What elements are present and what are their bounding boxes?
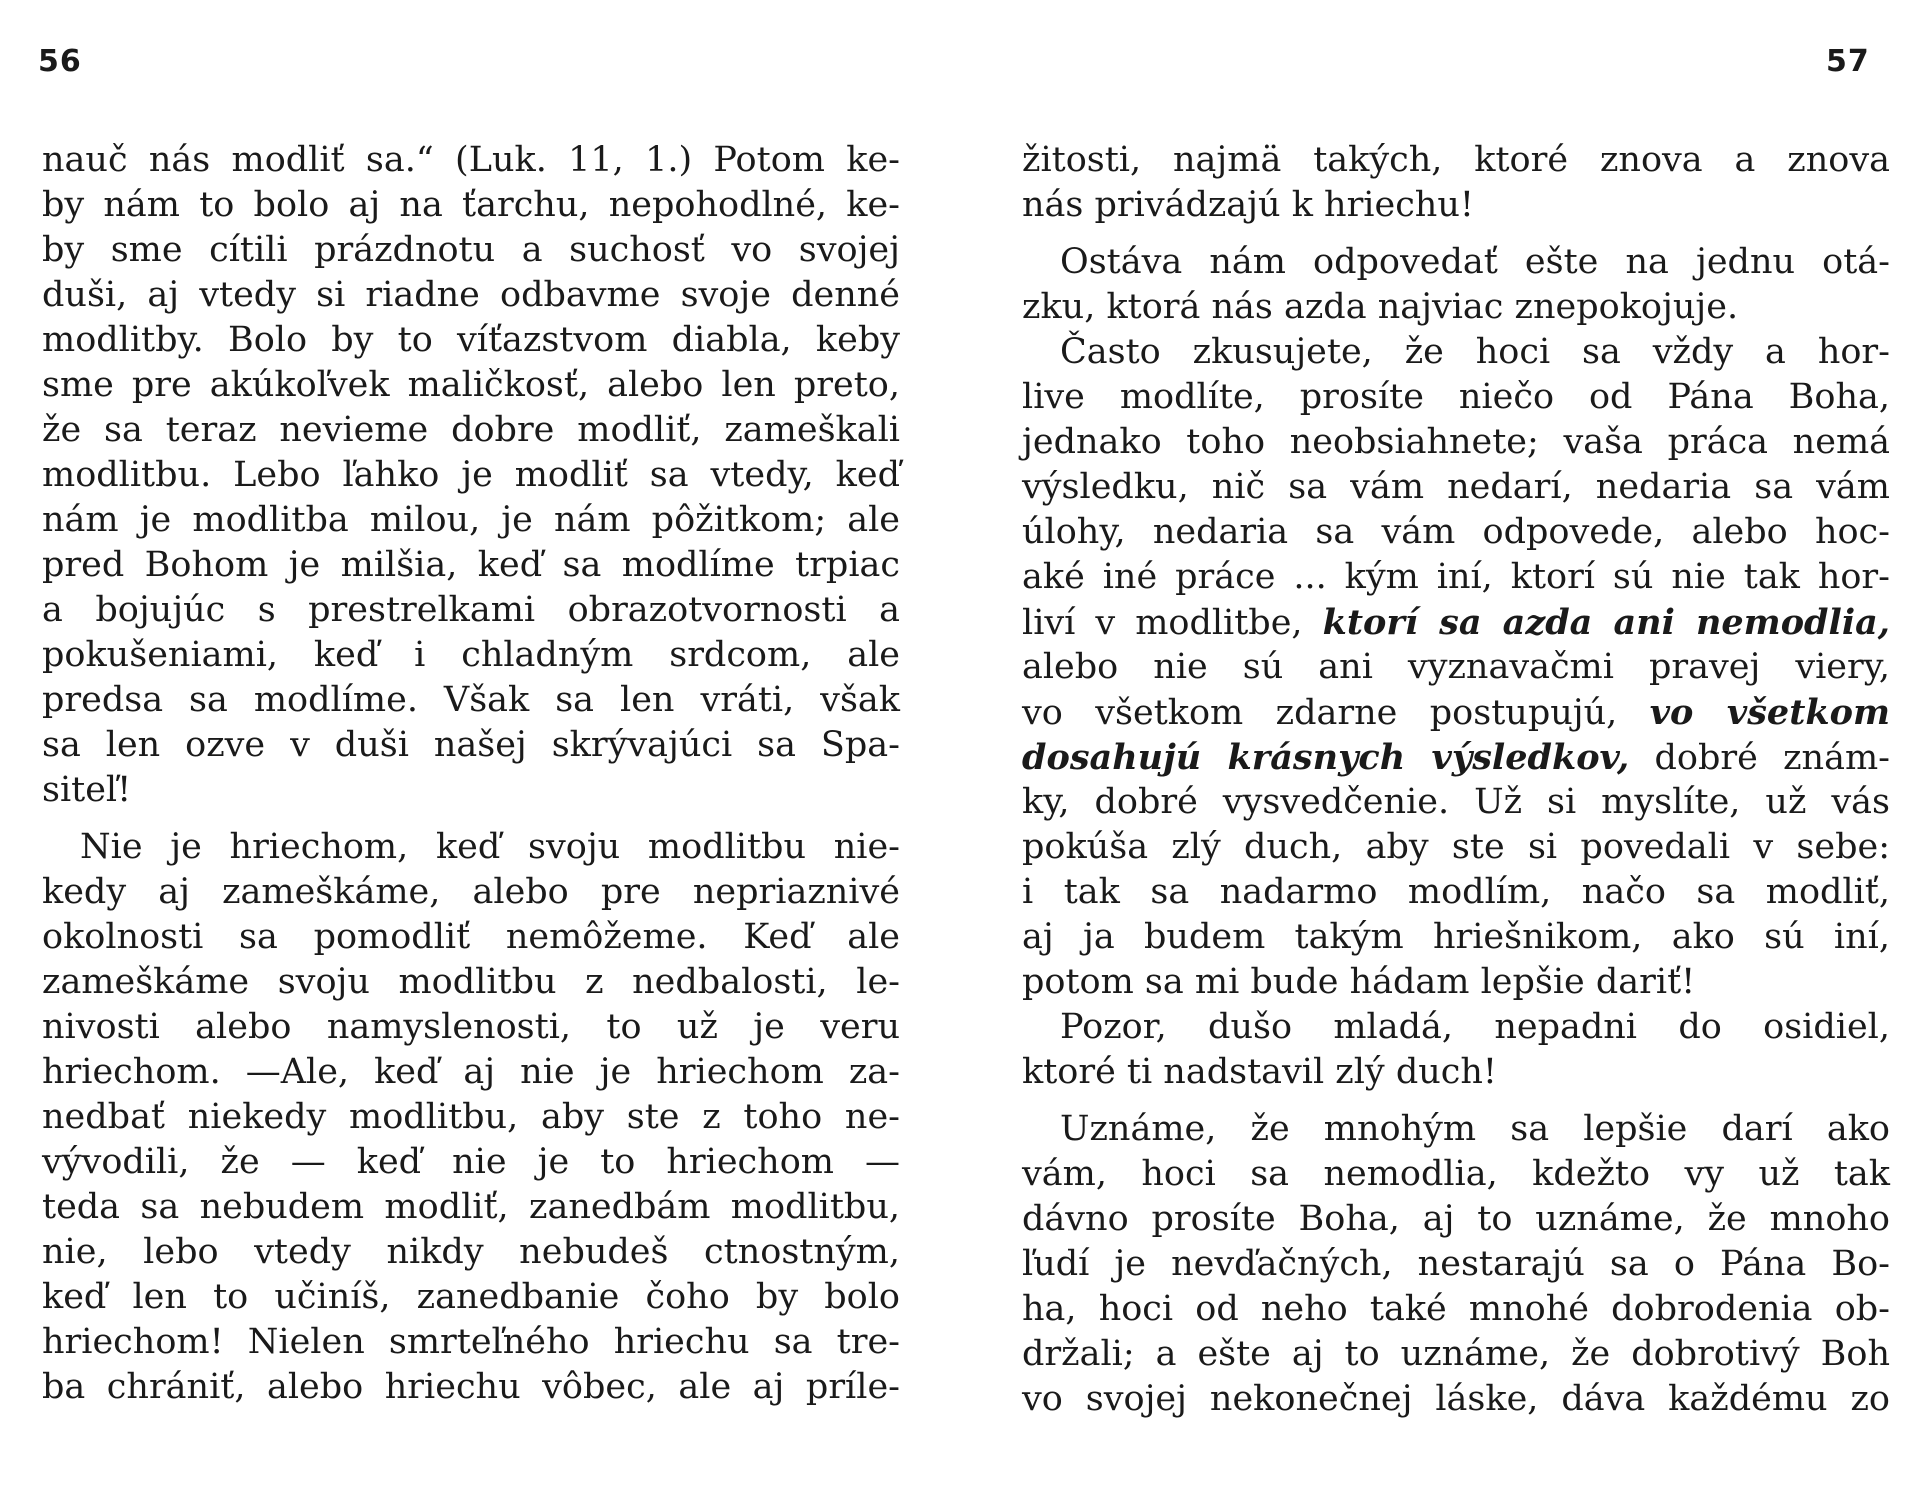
line-text: duši, aj vtedy si riadne odbavme svoje denné [42, 275, 900, 315]
line-text: ba chrániť, alebo hriechu vôbec, ale aj príle- [42, 1367, 900, 1407]
text-line [42, 273, 900, 318]
left-page-text [42, 138, 900, 1410]
line-text: dávno prosíte Boha, aj to uznáme, že mnoho [1022, 1199, 1890, 1239]
emphasized-text: vo všetkom [1649, 692, 1890, 733]
line-text: úlohy, nedaria sa vám odpovede, alebo hoc- [1022, 512, 1890, 552]
text-line [42, 453, 900, 498]
line-text: dobré znám- [1629, 738, 1890, 778]
text-line [42, 915, 900, 960]
line-text: hriechom. —Ale, keď aj nie je hriechom za- [42, 1052, 900, 1092]
text-line [1022, 1050, 1890, 1095]
text-line [1022, 138, 1890, 183]
line-text: siteľ! [42, 770, 132, 810]
line-text: ktoré ti nadstavil zlý duch! [1022, 1052, 1497, 1092]
text-line [1022, 1107, 1890, 1152]
line-text: pokúša zlý duch, aby ste si povedali v sebe: [1022, 827, 1890, 867]
text-line [42, 318, 900, 363]
text-line [42, 228, 900, 273]
text-line [1022, 330, 1890, 375]
line-text: vo svojej nekonečnej láske, dáva každému zo [1022, 1379, 1890, 1419]
line-text: ha, hoci od neho také mnohé dobrodenia ob- [1022, 1289, 1890, 1329]
line-text: výsledku, nič sa vám nedarí, nedaria sa vám [1022, 467, 1890, 507]
text-line [42, 543, 900, 588]
text-line [42, 678, 900, 723]
text-line [42, 588, 900, 633]
text-line [42, 825, 900, 870]
text-line [1022, 1377, 1890, 1422]
text-line [42, 1275, 900, 1320]
line-text: liví v modlitbe, [1022, 603, 1323, 643]
line-text: hriechom! Nielen smrteľného hriechu sa tre- [42, 1322, 900, 1362]
text-line [1022, 1242, 1890, 1287]
text-line [1022, 960, 1890, 1005]
page-number-right: 57 [1826, 44, 1870, 79]
line-text: by nám to bolo aj na ťarchu, nepohodlné, ke- [42, 185, 900, 225]
text-line [42, 723, 900, 768]
text-line [1022, 1332, 1890, 1377]
text-line [1022, 1287, 1890, 1332]
text-line [1022, 375, 1890, 420]
line-text: live modlíte, prosíte niečo od Pána Boha, [1022, 377, 1890, 417]
right-page-text [1022, 138, 1890, 1422]
line-text: nám je modlitba milou, je nám pôžitkom; ale [42, 500, 900, 540]
line-text: nás privádzajú k hriechu! [1022, 185, 1474, 225]
line-text: a bojujúc s prestrelkami obrazotvornosti a [42, 590, 900, 630]
page-number-left: 56 [38, 44, 82, 79]
text-line [1022, 183, 1890, 228]
text-line [1022, 420, 1890, 465]
line-text: alebo nie sú ani vyznavačmi pravej viery, [1022, 647, 1890, 687]
text-line [1022, 465, 1890, 510]
line-text: zku, ktorá nás azda najviac znepokojuje. [1022, 287, 1739, 327]
text-line [1022, 240, 1890, 285]
line-text: nie, lebo vtedy nikdy nebudeš ctnostným, [42, 1232, 900, 1272]
line-text: vám, hoci sa nemodlia, kdežto vy už tak [1022, 1154, 1890, 1194]
line-text: nivosti alebo namyslenosti, to už je veru [42, 1007, 900, 1047]
line-text: pokušeniami, keď i chladným srdcom, ale [42, 635, 900, 675]
text-line [42, 138, 900, 183]
text-line [1022, 1197, 1890, 1242]
line-text: keď len to učiníš, zanedbanie čoho by bolo [42, 1277, 900, 1317]
text-line [42, 960, 900, 1005]
text-line [42, 1050, 900, 1095]
line-text: ľudí je nevďačných, nestarajú sa o Pána Bo- [1022, 1244, 1890, 1284]
line-text: nauč nás modliť sa.“ (Luk. 11, 1.) Potom ke- [42, 140, 900, 180]
line-text: Ostáva nám odpovedať ešte na jednu otá- [1060, 242, 1890, 282]
text-line [42, 363, 900, 408]
line-text: sme pre akúkoľvek maličkosť, alebo len preto, [42, 365, 900, 405]
text-line [42, 870, 900, 915]
text-line [42, 1005, 900, 1050]
text-line [1022, 1152, 1890, 1197]
line-text: predsa sa modlíme. Však sa len vráti, však [42, 680, 900, 720]
text-line [42, 408, 900, 453]
line-text: potom sa mi bude hádam lepšie dariť! [1022, 962, 1696, 1002]
text-line [42, 1230, 900, 1275]
line-text: modlitby. Bolo by to víťazstvom diabla, keby [42, 320, 900, 360]
line-text: ky, dobré vysvedčenie. Už si myslíte, už vás [1022, 782, 1890, 822]
text-line [1022, 780, 1890, 825]
line-text: aké iné práce ... kým iní, ktorí sú nie tak hor- [1022, 557, 1890, 597]
line-text: pred Bohom je milšia, keď sa modlíme trpiac [42, 545, 900, 585]
line-text: žitosti, najmä takých, ktoré znova a znova [1022, 140, 1890, 180]
line-text: Pozor, dušo mladá, nepadni do osidiel, [1060, 1007, 1890, 1047]
text-line [42, 1140, 900, 1185]
text-line [42, 1095, 900, 1140]
text-line [1022, 285, 1890, 330]
line-text: okolnosti sa pomodliť nemôžeme. Keď ale [42, 917, 900, 957]
line-text: Nie je hriechom, keď svoju modlitbu nie- [80, 827, 900, 867]
text-line [42, 498, 900, 543]
text-line [1022, 870, 1890, 915]
text-line [1022, 600, 1890, 645]
emphasized-text: dosahujú krásnych výsledkov, [1022, 737, 1630, 778]
emphasized-text: ktorí sa azda ani nemodlia, [1322, 602, 1890, 643]
line-text: držali; a ešte aj to uznáme, že dobrotivý Boh [1022, 1334, 1890, 1374]
text-line [42, 183, 900, 228]
text-line [42, 768, 900, 813]
line-text: sa len ozve v duši našej skrývajúci sa Spa- [42, 725, 900, 765]
text-line [42, 633, 900, 678]
text-line [1022, 735, 1890, 780]
line-text: jednako toho neobsiahnete; vaša práca nemá [1022, 422, 1890, 462]
line-text: i tak sa nadarmo modlím, načo sa modliť, [1022, 872, 1890, 912]
line-text: kedy aj zameškáme, alebo pre nepriaznivé [42, 872, 900, 912]
line-text: vo všetkom zdarne postupujú, [1022, 693, 1650, 733]
line-text: by sme cítili prázdnotu a suchosť vo svojej [42, 230, 900, 270]
text-line [1022, 555, 1890, 600]
line-text: teda sa nebudem modliť, zanedbám modlitbu, [42, 1187, 900, 1227]
line-text: Uznáme, že mnohým sa lepšie darí ako [1060, 1109, 1890, 1149]
text-line [1022, 1005, 1890, 1050]
text-line [42, 1185, 900, 1230]
text-line [42, 1365, 900, 1410]
text-line [1022, 510, 1890, 555]
line-text: Často zkusujete, že hoci sa vždy a hor- [1060, 332, 1890, 372]
text-line [42, 1320, 900, 1365]
line-text: modlitbu. Lebo ľahko je modliť sa vtedy, keď [42, 455, 900, 495]
line-text: že sa teraz nevieme dobre modliť, zameškali [42, 410, 900, 450]
text-line [1022, 645, 1890, 690]
text-line [1022, 915, 1890, 960]
line-text: zameškáme svoju modlitbu z nedbalosti, le- [42, 962, 900, 1002]
line-text: vývodili, že — keď nie je to hriechom — [42, 1142, 900, 1182]
text-line [1022, 690, 1890, 735]
line-text: aj ja budem takým hriešnikom, ako sú iní, [1022, 917, 1890, 957]
text-line [1022, 825, 1890, 870]
line-text: nedbať niekedy modlitbu, aby ste z toho ne- [42, 1097, 900, 1137]
